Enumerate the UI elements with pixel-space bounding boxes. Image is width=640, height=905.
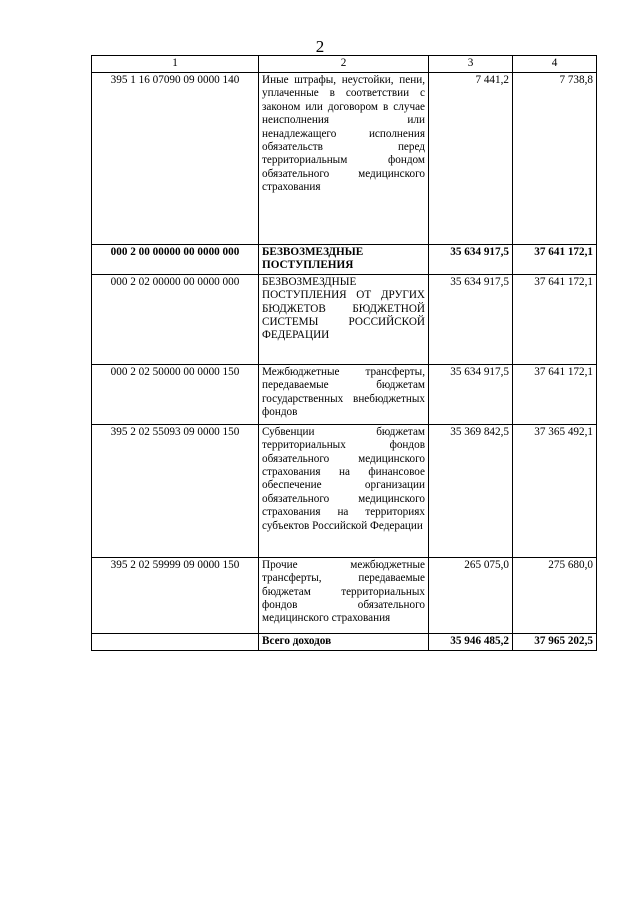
budget-code-cell: 395 2 02 55093 09 0000 150 [92, 424, 259, 557]
table-row [92, 364, 597, 424]
budget-code-cell: 395 1 16 07090 09 0000 140 [92, 73, 259, 245]
total-row [92, 633, 597, 650]
amount-col3-cell: 35 369 842,5 [429, 424, 513, 557]
table-row [92, 557, 597, 633]
amount-col4-cell: 37 641 172,1 [513, 245, 597, 275]
budget-code-cell: 395 2 02 59999 09 0000 150 [92, 557, 259, 633]
total-col4-cell: 37 965 202,5 [513, 633, 597, 650]
income-name-cell: Субвенции бюджетам территориальных фондов обязательного медицинского страхования на финансовое обеспечение организации обязательного медицинского страхования на территориях субъектов Российской Федерации [259, 424, 429, 557]
table-row [92, 274, 597, 364]
total-label-cell: Всего доходов [259, 633, 429, 650]
amount-col3-cell: 35 634 917,5 [429, 245, 513, 275]
column-header: 4 [513, 56, 597, 73]
income-name-cell: Иные штрафы, неустойки, пени, уплаченные в соответствии с законом или договором в случае неисполнения или ненадлежащего исполнения обязательств перед территориальным фондом обязательного медицинского страхования [259, 73, 429, 245]
table-header-row [92, 56, 597, 73]
income-name-cell: Прочие межбюджетные трансферты, передаваемые бюджетам территориальных фондов обязательного медицинского страхования [259, 557, 429, 633]
amount-col4-cell: 37 641 172,1 [513, 364, 597, 424]
amount-col4-cell: 37 641 172,1 [513, 274, 597, 364]
amount-col4-cell: 37 365 492,1 [513, 424, 597, 557]
column-header: 1 [92, 56, 259, 73]
column-header: 3 [429, 56, 513, 73]
income-name-cell: Межбюджетные трансферты, передаваемые бюджетам государственных внебюджетных фондов [259, 364, 429, 424]
budget-code-cell: 000 2 02 50000 00 0000 150 [92, 364, 259, 424]
amount-col3-cell: 35 634 917,5 [429, 364, 513, 424]
amount-col4-cell: 7 738,8 [513, 73, 597, 245]
table-row [92, 245, 597, 275]
amount-col3-cell: 265 075,0 [429, 557, 513, 633]
budget-code-cell: 000 2 00 00000 00 0000 000 [92, 245, 259, 275]
table-row [92, 424, 597, 557]
total-col3-cell: 35 946 485,2 [429, 633, 513, 650]
budget-code-cell: 000 2 02 00000 00 0000 000 [92, 274, 259, 364]
income-name-cell: БЕЗВОЗМЕЗДНЫЕ ПОСТУПЛЕНИЯ [259, 245, 429, 275]
income-name-cell: БЕЗВОЗМЕЗДНЫЕ ПОСТУПЛЕНИЯ ОТ ДРУГИХ БЮДЖЕТОВ БЮДЖЕТНОЙ СИСТЕМЫ РОССИЙСКОЙ ФЕДЕРАЦИИ [259, 274, 429, 364]
page-number: 2 [315, 37, 325, 56]
table-row [92, 73, 597, 245]
revenue-table [91, 55, 597, 651]
amount-col3-cell: 35 634 917,5 [429, 274, 513, 364]
budget-code-cell [92, 633, 259, 650]
column-header: 2 [259, 56, 429, 73]
amount-col3-cell: 7 441,2 [429, 73, 513, 245]
amount-col4-cell: 275 680,0 [513, 557, 597, 633]
